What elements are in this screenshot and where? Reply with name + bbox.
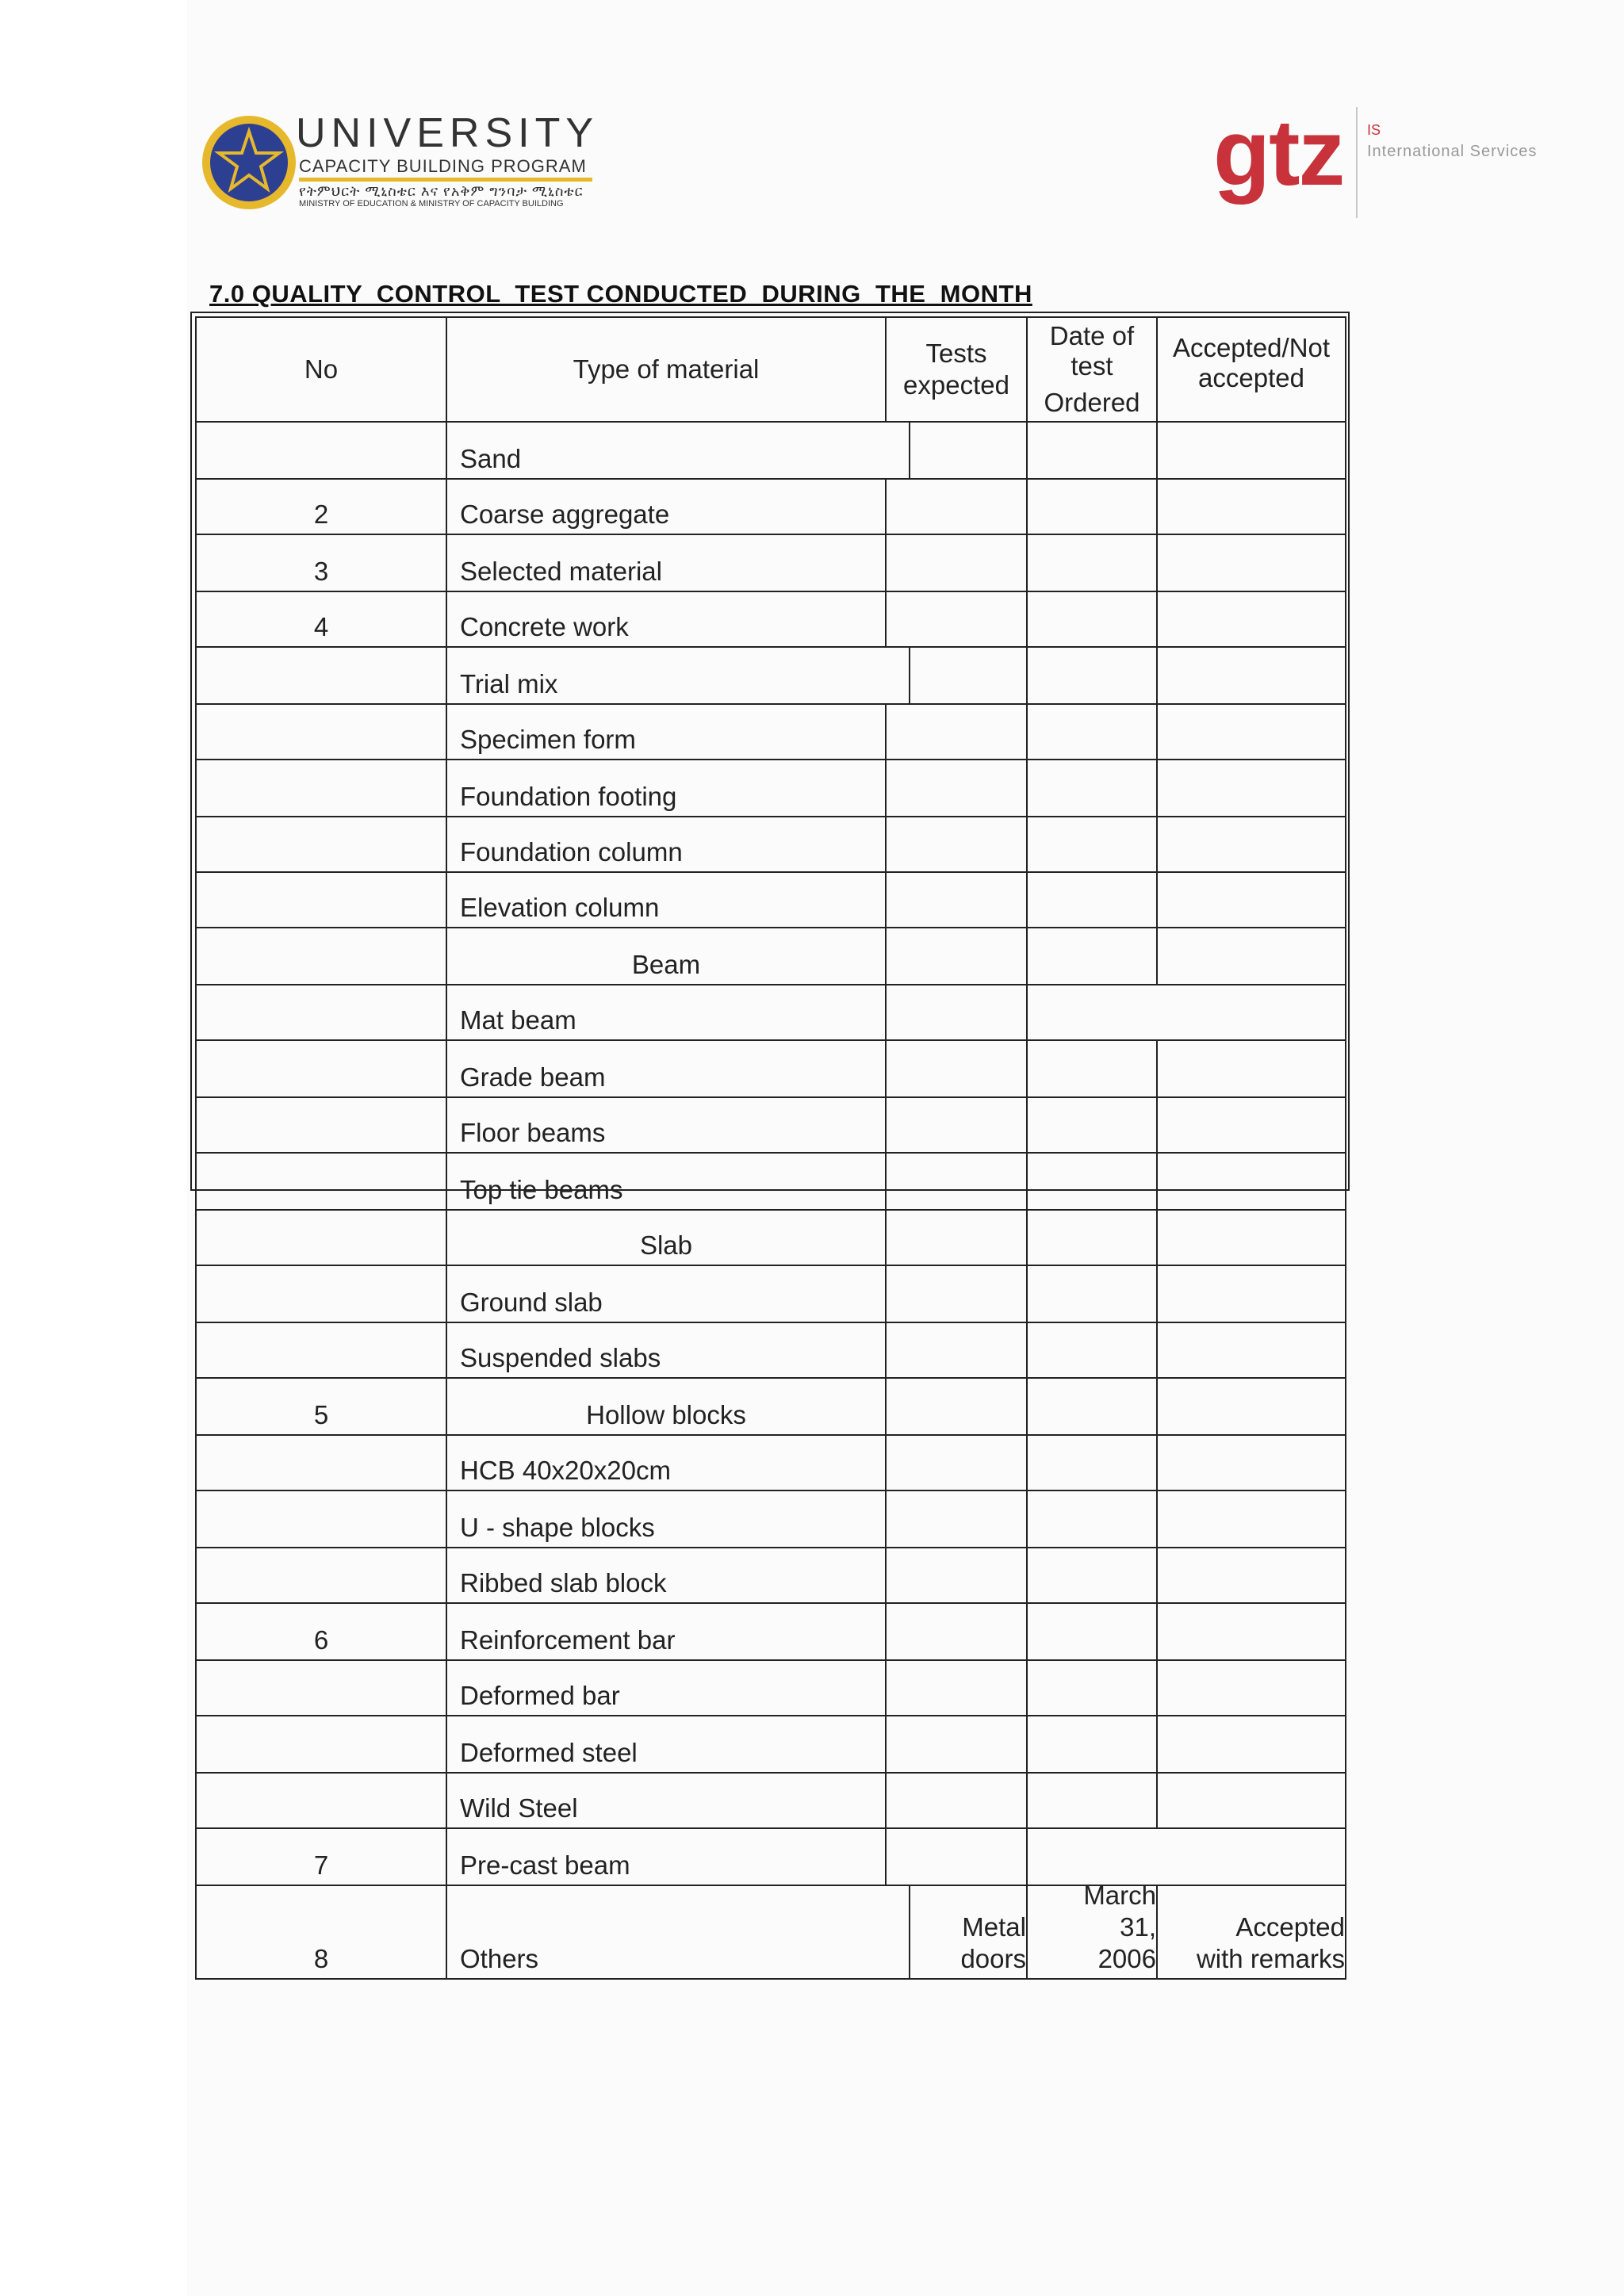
cell-no <box>195 1211 447 1266</box>
cell-material: Specimen form <box>446 705 887 760</box>
table-row <box>195 423 1346 480</box>
cell-material: Trial mix <box>446 648 910 705</box>
cell-date-ordered <box>1026 1436 1158 1491</box>
cell-no: 8 <box>195 1886 447 1980</box>
table-row <box>195 480 1346 535</box>
table-row <box>195 1323 1346 1379</box>
table-row <box>195 1548 1346 1604</box>
cell-tests-expected <box>885 1716 1028 1774</box>
cell-date-ordered: March 31, 2006 <box>1026 1886 1158 1980</box>
cell-tests-expected <box>885 535 1028 592</box>
cell-date-ordered <box>1026 817 1158 873</box>
table-row <box>195 1041 1346 1098</box>
cell-tests-expected <box>885 817 1028 873</box>
cell-date-ordered <box>1026 592 1158 648</box>
cell-date-ordered <box>1026 1604 1158 1661</box>
table-row <box>195 817 1346 873</box>
cell-tests-expected <box>885 1829 1028 1886</box>
gtz-is-tag: IS <box>1367 122 1381 138</box>
cell-date-ordered <box>1026 873 1158 928</box>
quality-control-table <box>195 316 1345 1980</box>
cell-material: Hollow blocks <box>446 1379 887 1436</box>
cell-accepted <box>1156 873 1346 928</box>
cell-accepted: Accepted with remarks <box>1156 1886 1346 1980</box>
cell-accepted <box>1156 1154 1346 1211</box>
table-row <box>195 1774 1346 1829</box>
gtz-logo <box>1213 103 1562 222</box>
cell-material: Foundation column <box>446 817 887 873</box>
cell-tests-expected <box>885 1211 1028 1266</box>
cell-accepted <box>1156 760 1346 817</box>
cell-accepted <box>1156 648 1346 705</box>
cell-date-accepted-merged <box>1026 985 1346 1041</box>
cell-no <box>195 873 447 928</box>
cell-tests-expected <box>885 985 1028 1041</box>
gtz-divider <box>1356 107 1358 218</box>
gtz-services-label: International Services <box>1367 143 1538 160</box>
table-row <box>195 1098 1346 1154</box>
cell-accepted <box>1156 817 1346 873</box>
cell-date-ordered <box>1026 648 1158 705</box>
table-row <box>195 985 1346 1041</box>
cell-material: Concrete work <box>446 592 887 648</box>
cell-no <box>195 1098 447 1154</box>
cell-date-ordered <box>1026 480 1158 535</box>
section-heading: 7.0 QUALITY CONTROL TEST CONDUCTED DURING THE MONTH <box>209 280 1032 308</box>
cell-material: Deformed steel <box>446 1716 887 1774</box>
cell-material: Foundation footing <box>446 760 887 817</box>
cell-material: Suspended slabs <box>446 1323 887 1379</box>
cell-tests-expected <box>885 592 1028 648</box>
cell-tests-expected <box>885 480 1028 535</box>
cell-tests-expected <box>885 1661 1028 1716</box>
cell-accepted <box>1156 1211 1346 1266</box>
cell-material: Beam <box>446 928 887 985</box>
header-accepted-not-accepted: Accepted/Not accepted <box>1156 316 1346 423</box>
cell-accepted <box>1156 1266 1346 1323</box>
cell-tests-expected <box>909 423 1028 480</box>
table-row <box>195 1436 1346 1491</box>
cell-no <box>195 1491 447 1548</box>
cell-date-ordered <box>1026 1716 1158 1774</box>
header-type-of-material: Type of material <box>446 316 887 423</box>
cell-material: Others <box>446 1886 910 1980</box>
cell-date-ordered <box>1026 1041 1158 1098</box>
cell-material: Wild Steel <box>446 1774 887 1829</box>
table-row <box>195 1716 1346 1774</box>
cell-date-ordered <box>1026 1379 1158 1436</box>
cell-material: Reinforcement bar <box>446 1604 887 1661</box>
cell-accepted <box>1156 1774 1346 1829</box>
cell-date-ordered <box>1026 760 1158 817</box>
table-row <box>195 1154 1346 1211</box>
cell-no <box>195 1266 447 1323</box>
cell-tests-expected <box>885 1774 1028 1829</box>
cell-date-ordered <box>1026 928 1158 985</box>
cell-material: Mat beam <box>446 985 887 1041</box>
cell-tests-expected <box>885 928 1028 985</box>
cell-accepted <box>1156 1098 1346 1154</box>
table-row <box>195 1266 1346 1323</box>
table-row <box>195 592 1346 648</box>
cell-tests-expected <box>885 1436 1028 1491</box>
cell-tests-expected <box>885 1548 1028 1604</box>
table-row <box>195 1661 1346 1716</box>
cell-material: Grade beam <box>446 1041 887 1098</box>
cell-tests-expected <box>885 1379 1028 1436</box>
table-row <box>195 1881 1346 1980</box>
cell-accepted <box>1156 1323 1346 1379</box>
ethiopia-seal-icon <box>202 116 296 209</box>
cell-no <box>195 648 447 705</box>
table-header-row <box>195 316 1346 423</box>
table-row <box>195 1379 1346 1436</box>
cell-no <box>195 705 447 760</box>
cell-material: U - shape blocks <box>446 1491 887 1548</box>
cell-date-ordered <box>1026 1154 1158 1211</box>
cell-tests-expected <box>885 1266 1028 1323</box>
cell-material: Deformed bar <box>446 1661 887 1716</box>
cell-accepted <box>1156 535 1346 592</box>
cell-tests-expected <box>885 1491 1028 1548</box>
logo-line-amharic: የትምህርት ሚኒስቴር እና የአቅም ግንባታ ሚኒስቴር <box>299 183 584 199</box>
cell-accepted <box>1156 592 1346 648</box>
table-row <box>195 1491 1346 1548</box>
logo-line-program: CAPACITY BUILDING PROGRAM <box>299 156 587 176</box>
cell-material: Top tie beams <box>446 1154 887 1211</box>
cell-accepted <box>1156 705 1346 760</box>
header-tests-expected: Tests expected <box>885 316 1028 423</box>
cell-no <box>195 1436 447 1491</box>
cell-tests-expected <box>885 760 1028 817</box>
cell-date-ordered <box>1026 1211 1158 1266</box>
cell-accepted <box>1156 480 1346 535</box>
cell-accepted <box>1156 1604 1346 1661</box>
cell-tests-expected <box>885 1323 1028 1379</box>
logo-line-university: UNIVERSITY <box>296 110 599 156</box>
cell-material: Ground slab <box>446 1266 887 1323</box>
cell-material: Slab <box>446 1211 887 1266</box>
table-row <box>195 648 1346 705</box>
cell-accepted <box>1156 423 1346 480</box>
cell-date-ordered <box>1026 1491 1158 1548</box>
cell-no: 4 <box>195 592 447 648</box>
cell-no <box>195 1774 447 1829</box>
cell-no <box>195 1041 447 1098</box>
cell-no <box>195 985 447 1041</box>
cell-no <box>195 1548 447 1604</box>
header-no: No <box>195 316 447 423</box>
cell-accepted <box>1156 1436 1346 1491</box>
logo-line-ministry: MINISTRY OF EDUCATION & MINISTRY OF CAPACITY BUILDING <box>299 199 564 209</box>
cell-accepted <box>1156 1661 1346 1716</box>
cell-no <box>195 1716 447 1774</box>
cell-date-ordered <box>1026 1661 1158 1716</box>
cell-no <box>195 1154 447 1211</box>
cell-no: 3 <box>195 535 447 592</box>
cell-date-ordered <box>1026 1323 1158 1379</box>
cell-no: 5 <box>195 1379 447 1436</box>
cell-accepted <box>1156 1379 1346 1436</box>
cell-date-ordered <box>1026 705 1158 760</box>
cell-no: 6 <box>195 1604 447 1661</box>
table-row <box>195 1604 1346 1661</box>
cell-no: 7 <box>195 1829 447 1886</box>
cell-tests-expected <box>885 873 1028 928</box>
cell-tests-expected <box>909 648 1028 705</box>
cell-date-ordered <box>1026 1774 1158 1829</box>
cell-tests-expected <box>885 1098 1028 1154</box>
header-date-of-test-ordered: Date of test Ordered <box>1026 316 1158 423</box>
table-row <box>195 705 1346 760</box>
gtz-wordmark: gtz <box>1213 101 1344 205</box>
cell-date-ordered <box>1026 535 1158 592</box>
cell-no <box>195 1661 447 1716</box>
cell-material: Sand <box>446 423 910 480</box>
cell-material: Pre-cast beam <box>446 1829 887 1886</box>
cell-accepted <box>1156 1548 1346 1604</box>
cell-date-ordered <box>1026 1266 1158 1323</box>
cell-tests-expected: Metal doors <box>909 1886 1028 1980</box>
cell-date-ordered <box>1026 1548 1158 1604</box>
cell-no: 2 <box>195 480 447 535</box>
cell-material: Coarse aggregate <box>446 480 887 535</box>
cell-tests-expected <box>885 1041 1028 1098</box>
table-row <box>195 873 1346 928</box>
cell-no <box>195 817 447 873</box>
table-row <box>195 535 1346 592</box>
cell-date-accepted-merged <box>1026 1829 1346 1886</box>
cell-no <box>195 423 447 480</box>
cell-material: HCB 40x20x20cm <box>446 1436 887 1491</box>
table-row <box>195 1829 1346 1886</box>
table-row <box>195 1211 1346 1266</box>
cell-tests-expected <box>885 705 1028 760</box>
cell-date-ordered <box>1026 1098 1158 1154</box>
table-row <box>195 760 1346 817</box>
cell-tests-expected <box>885 1154 1028 1211</box>
cell-accepted <box>1156 1716 1346 1774</box>
university-capacity-building-logo <box>202 111 599 214</box>
cell-date-ordered <box>1026 423 1158 480</box>
logo-divider <box>299 178 592 182</box>
cell-no <box>195 1323 447 1379</box>
cell-material: Selected material <box>446 535 887 592</box>
cell-accepted <box>1156 928 1346 985</box>
cell-no <box>195 760 447 817</box>
cell-accepted <box>1156 1491 1346 1548</box>
cell-material: Elevation column <box>446 873 887 928</box>
cell-material: Floor beams <box>446 1098 887 1154</box>
cell-material: Ribbed slab block <box>446 1548 887 1604</box>
cell-accepted <box>1156 1041 1346 1098</box>
cell-no <box>195 928 447 985</box>
cell-tests-expected <box>885 1604 1028 1661</box>
table-row <box>195 928 1346 985</box>
